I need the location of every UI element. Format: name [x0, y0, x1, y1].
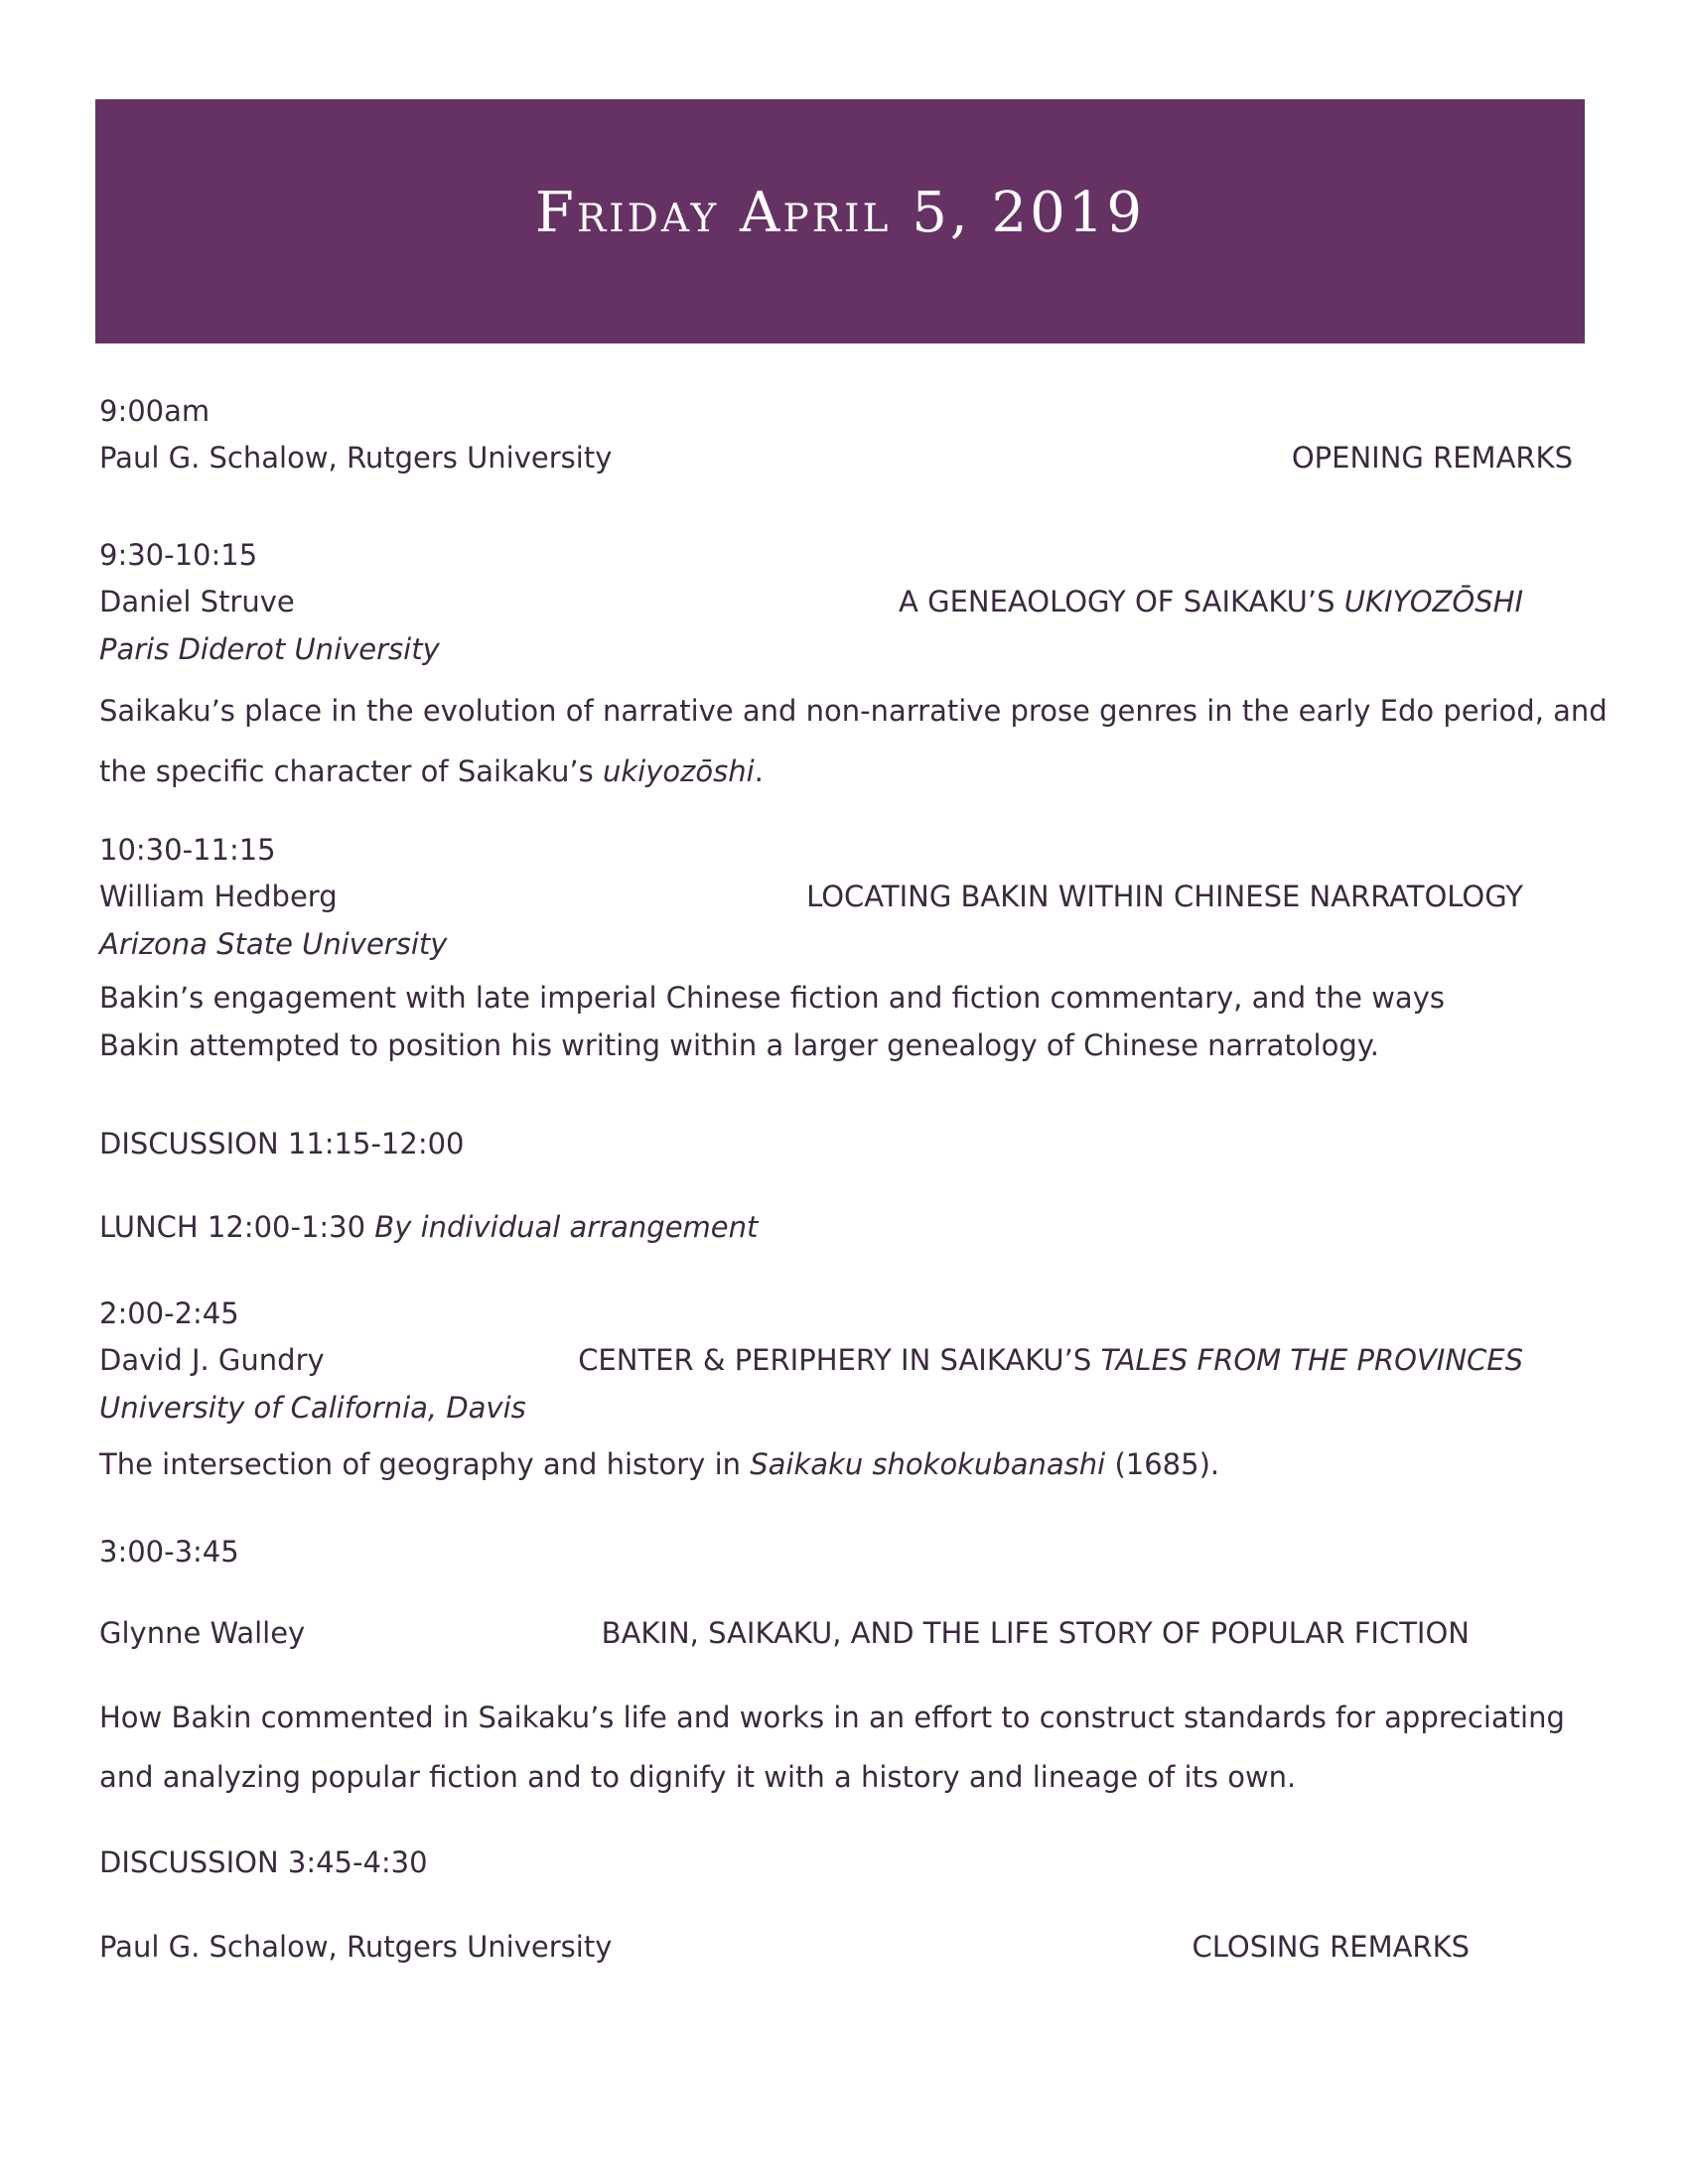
- opening-speaker: Paul G. Schalow, Rutgers University: [99, 441, 613, 475]
- lunch-note: By individual arrangement: [374, 1210, 759, 1244]
- session1-description: [99, 681, 1609, 802]
- session1-title-italic: UKIYOZŌSHI: [1343, 585, 1523, 618]
- session4-description: How Bakin commented in Saikaku’s life and works in an effort to construct standards for appreciating and analyzing popular fiction and to dignify it with a history and lineage of its own.: [99, 1701, 1565, 1794]
- session3-title-italic: TALES FROM THE PROVINCES: [1100, 1343, 1523, 1377]
- session3-speaker: David J. Gundry: [99, 1343, 325, 1377]
- session1-affiliation: Paris Diderot University: [99, 632, 440, 666]
- lunch-label: LUNCH 12:00-1:30: [99, 1210, 375, 1244]
- discussion2: DISCUSSION 3:45-4:30: [99, 1845, 428, 1879]
- session3-desc-text: The intersection of geography and history in: [99, 1447, 751, 1481]
- session2-affiliation: Arizona State University: [99, 927, 448, 961]
- session1-desc-end: .: [754, 754, 764, 788]
- session3-title: [578, 1342, 1523, 1378]
- session3-desc-end: (1685).: [1105, 1447, 1220, 1481]
- page-title: Friday April 5, 2019: [535, 181, 1145, 245]
- session4-title: BAKIN, SAIKAKU, AND THE LIFE STORY OF POPULAR FICTION: [601, 1616, 1470, 1650]
- opening-title: OPENING REMARKS: [1291, 441, 1573, 475]
- session1-desc-italic: ukiyozōshi: [602, 754, 755, 788]
- lunch: [99, 1209, 758, 1245]
- session1-title-text: A GENEAOLOGY OF SAIKAKU’S: [899, 585, 1344, 618]
- closing-title: CLOSING REMARKS: [1192, 1930, 1470, 1964]
- closing-speaker: Paul G. Schalow, Rutgers University: [99, 1930, 613, 1964]
- session1-speaker: Daniel Struve: [99, 585, 295, 618]
- session3-time: 2:00-2:45: [99, 1297, 239, 1330]
- session2-speaker: William Hedberg: [99, 880, 338, 913]
- session4-time: 3:00-3:45: [99, 1535, 239, 1569]
- session2-time: 10:30-11:15: [99, 833, 276, 867]
- date-banner: [95, 99, 1585, 343]
- session3-affiliation: University of California, Davis: [99, 1391, 526, 1425]
- opening-time: 9:00am: [99, 394, 211, 428]
- session1-desc-text: Saikaku’s place in the evolution of narrative and non-narrative prose genres in the early Edo period, and the specific character of Saikaku’s: [99, 694, 1608, 788]
- discussion1: DISCUSSION 11:15-12:00: [99, 1127, 465, 1160]
- session2-title: LOCATING BAKIN WITHIN CHINESE NARRATOLOGY: [806, 880, 1523, 913]
- session3-description: [99, 1446, 1219, 1482]
- session4-speaker: Glynne Walley: [99, 1616, 306, 1650]
- session3-desc-italic: Saikaku shokokubanashi: [750, 1447, 1106, 1481]
- session1-title: [899, 584, 1523, 619]
- session1-time: 9:30-10:15: [99, 538, 258, 572]
- session2-description: Bakin’s engagement with late imperial Chinese fiction and fiction commentary, and the ways Bakin attempted to position his writing within a larger genealogy of Chinese narratology.: [99, 981, 1445, 1062]
- session3-title-text: CENTER & PERIPHERY IN SAIKAKU’S: [578, 1343, 1101, 1377]
